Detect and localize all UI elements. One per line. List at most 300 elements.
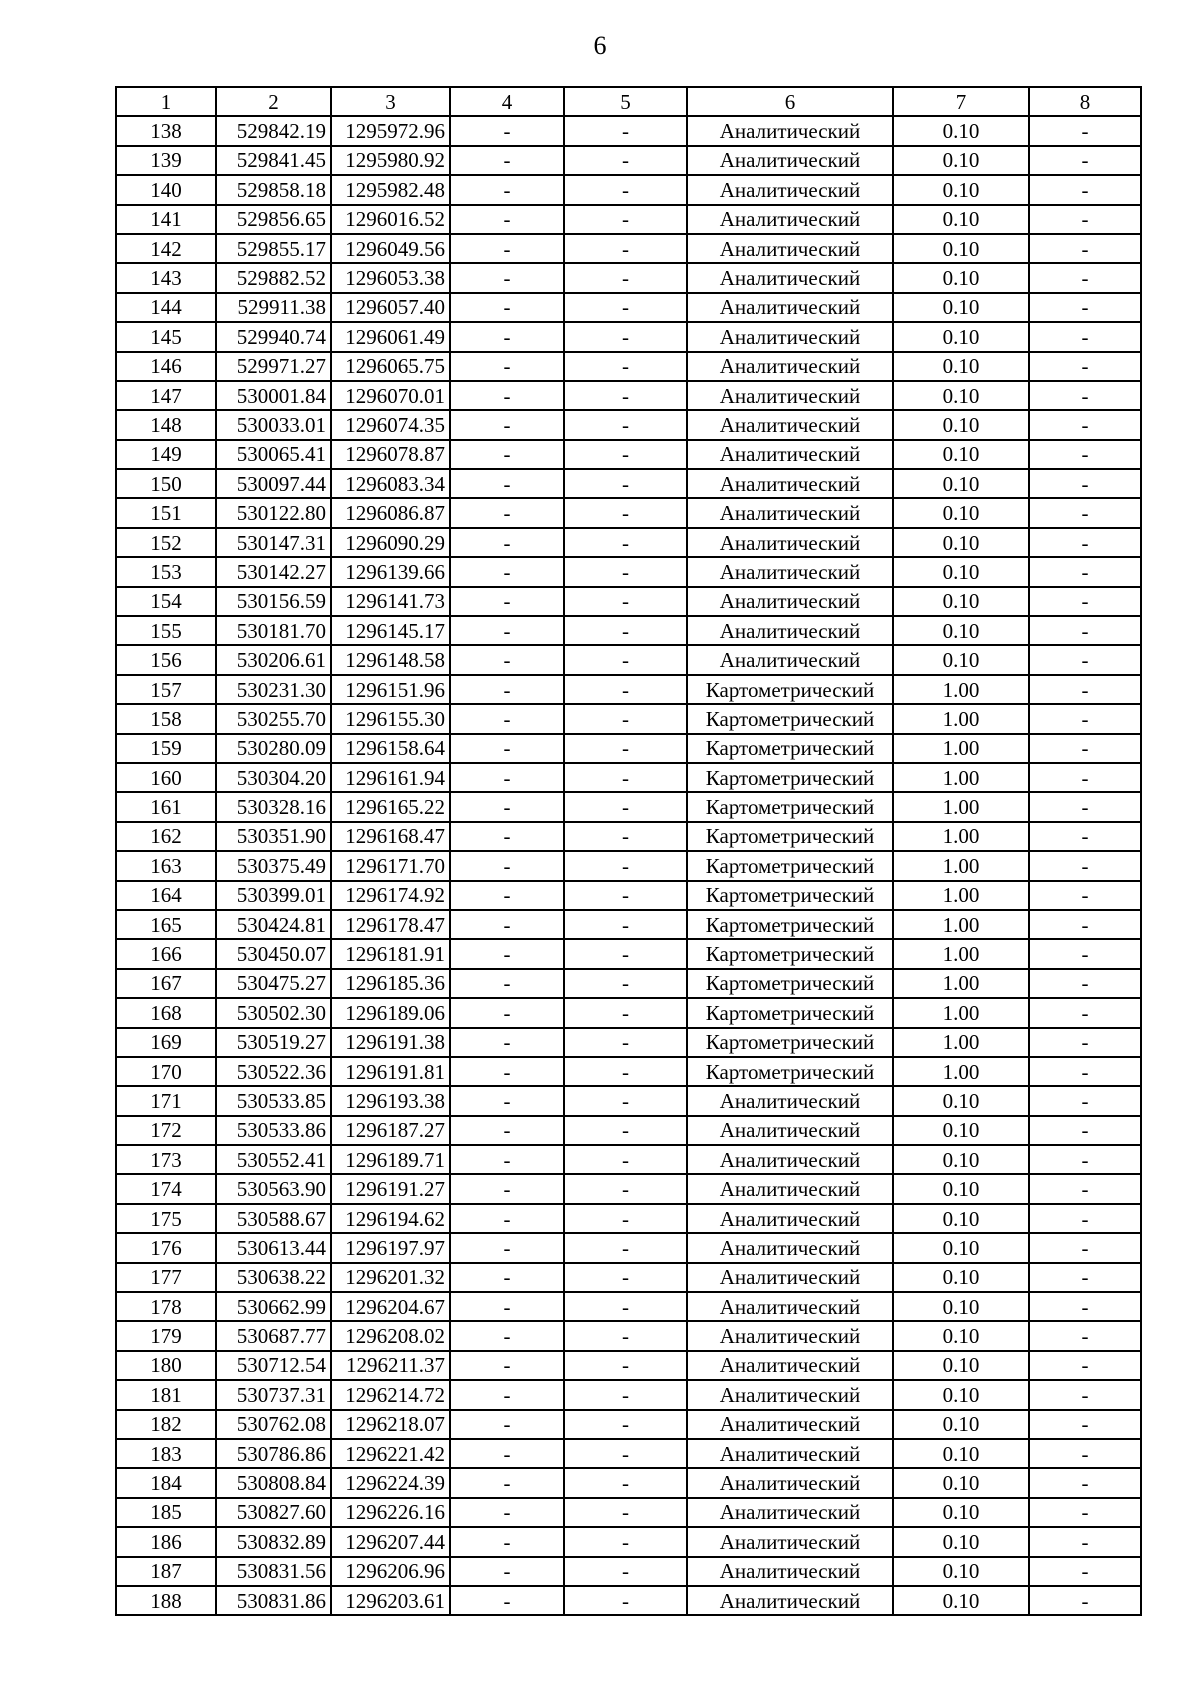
cell-coordinate-y: 1296158.64 — [331, 734, 450, 763]
table-row — [116, 792, 1141, 821]
cell-col-5-value: - — [564, 1057, 687, 1086]
table-row — [116, 1086, 1141, 1115]
table-row — [116, 1233, 1141, 1262]
cell-col-8-value: - — [1029, 910, 1141, 939]
cell-point-number: 166 — [116, 939, 216, 968]
cell-col-4-value: - — [450, 704, 564, 733]
column-header: 2 — [216, 87, 331, 116]
cell-point-number: 146 — [116, 352, 216, 381]
cell-coordinate-x: 529911.38 — [216, 293, 331, 322]
cell-point-number: 171 — [116, 1086, 216, 1115]
cell-coordinate-y: 1296206.96 — [331, 1557, 450, 1586]
cell-method: Аналитический — [687, 1527, 893, 1556]
cell-method: Аналитический — [687, 1174, 893, 1203]
cell-col-4-value: - — [450, 1410, 564, 1439]
cell-coordinate-x: 530424.81 — [216, 910, 331, 939]
cell-coordinate-y: 1296174.92 — [331, 881, 450, 910]
cell-coordinate-x: 530375.49 — [216, 851, 331, 880]
cell-col-5-value: - — [564, 1174, 687, 1203]
table-row — [116, 910, 1141, 939]
cell-point-number: 150 — [116, 469, 216, 498]
cell-coordinate-y: 1296191.27 — [331, 1174, 450, 1203]
cell-point-number: 180 — [116, 1351, 216, 1380]
cell-col-8-value: - — [1029, 469, 1141, 498]
cell-col-4-value: - — [450, 352, 564, 381]
cell-accuracy: 0.10 — [893, 1086, 1029, 1115]
cell-col-8-value: - — [1029, 675, 1141, 704]
column-header: 6 — [687, 87, 893, 116]
cell-col-8-value: - — [1029, 352, 1141, 381]
cell-col-4-value: - — [450, 851, 564, 880]
cell-col-8-value: - — [1029, 1292, 1141, 1321]
cell-col-5-value: - — [564, 1527, 687, 1556]
cell-coordinate-x: 530255.70 — [216, 704, 331, 733]
cell-accuracy: 0.10 — [893, 1468, 1029, 1497]
cell-col-4-value: - — [450, 469, 564, 498]
cell-accuracy: 1.00 — [893, 1028, 1029, 1057]
table-header-row — [116, 87, 1141, 116]
cell-accuracy: 0.10 — [893, 1351, 1029, 1380]
cell-coordinate-y: 1296189.06 — [331, 998, 450, 1027]
cell-point-number: 153 — [116, 557, 216, 586]
cell-method: Картометрический — [687, 792, 893, 821]
cell-method: Картометрический — [687, 763, 893, 792]
cell-col-4-value: - — [450, 998, 564, 1027]
table-row — [116, 881, 1141, 910]
cell-col-4-value: - — [450, 881, 564, 910]
cell-method: Аналитический — [687, 322, 893, 351]
cell-accuracy: 0.10 — [893, 1380, 1029, 1409]
cell-col-4-value: - — [450, 910, 564, 939]
cell-point-number: 164 — [116, 881, 216, 910]
cell-col-8-value: - — [1029, 1263, 1141, 1292]
cell-col-4-value: - — [450, 1028, 564, 1057]
cell-col-4-value: - — [450, 1380, 564, 1409]
table-row — [116, 1321, 1141, 1350]
cell-point-number: 188 — [116, 1586, 216, 1615]
cell-col-4-value: - — [450, 1233, 564, 1262]
cell-col-8-value: - — [1029, 616, 1141, 645]
cell-coordinate-x: 530156.59 — [216, 587, 331, 616]
cell-point-number: 147 — [116, 381, 216, 410]
cell-accuracy: 1.00 — [893, 851, 1029, 880]
cell-col-5-value: - — [564, 792, 687, 821]
cell-coordinate-x: 529858.18 — [216, 175, 331, 204]
cell-col-5-value: - — [564, 1233, 687, 1262]
cell-point-number: 170 — [116, 1057, 216, 1086]
cell-method: Картометрический — [687, 1028, 893, 1057]
cell-coordinate-x: 530351.90 — [216, 822, 331, 851]
cell-col-4-value: - — [450, 293, 564, 322]
cell-coordinate-y: 1296226.16 — [331, 1498, 450, 1527]
table-row — [116, 557, 1141, 586]
cell-col-8-value: - — [1029, 557, 1141, 586]
table-row — [116, 1557, 1141, 1586]
cell-coordinate-y: 1296151.96 — [331, 675, 450, 704]
cell-method: Аналитический — [687, 1498, 893, 1527]
table-row — [116, 1116, 1141, 1145]
cell-col-8-value: - — [1029, 234, 1141, 263]
cell-coordinate-x: 530001.84 — [216, 381, 331, 410]
table-row — [116, 205, 1141, 234]
cell-col-5-value: - — [564, 322, 687, 351]
cell-col-5-value: - — [564, 881, 687, 910]
cell-col-5-value: - — [564, 1586, 687, 1615]
cell-coordinate-y: 1296078.87 — [331, 440, 450, 469]
cell-coordinate-y: 1296083.34 — [331, 469, 450, 498]
cell-method: Аналитический — [687, 469, 893, 498]
cell-point-number: 152 — [116, 528, 216, 557]
cell-col-8-value: - — [1029, 205, 1141, 234]
cell-coordinate-y: 1296189.71 — [331, 1145, 450, 1174]
cell-point-number: 167 — [116, 969, 216, 998]
cell-col-5-value: - — [564, 704, 687, 733]
cell-method: Аналитический — [687, 1204, 893, 1233]
cell-point-number: 173 — [116, 1145, 216, 1174]
cell-accuracy: 0.10 — [893, 293, 1029, 322]
cell-point-number: 187 — [116, 1557, 216, 1586]
cell-point-number: 186 — [116, 1527, 216, 1556]
cell-col-8-value: - — [1029, 1468, 1141, 1497]
cell-coordinate-y: 1296181.91 — [331, 939, 450, 968]
column-header: 4 — [450, 87, 564, 116]
cell-accuracy: 0.10 — [893, 1233, 1029, 1262]
cell-col-5-value: - — [564, 1028, 687, 1057]
cell-col-5-value: - — [564, 469, 687, 498]
cell-col-5-value: - — [564, 763, 687, 792]
cell-coordinate-y: 1296168.47 — [331, 822, 450, 851]
cell-method: Аналитический — [687, 1439, 893, 1468]
table-row — [116, 293, 1141, 322]
cell-coordinate-x: 529841.45 — [216, 146, 331, 175]
cell-accuracy: 1.00 — [893, 910, 1029, 939]
cell-coordinate-y: 1296065.75 — [331, 352, 450, 381]
table-row — [116, 116, 1141, 145]
cell-col-8-value: - — [1029, 1028, 1141, 1057]
cell-accuracy: 0.10 — [893, 469, 1029, 498]
cell-col-5-value: - — [564, 1145, 687, 1174]
cell-accuracy: 0.10 — [893, 1321, 1029, 1350]
cell-point-number: 163 — [116, 851, 216, 880]
cell-accuracy: 0.10 — [893, 175, 1029, 204]
cell-method: Аналитический — [687, 440, 893, 469]
cell-col-8-value: - — [1029, 1204, 1141, 1233]
cell-point-number: 156 — [116, 645, 216, 674]
cell-accuracy: 0.10 — [893, 587, 1029, 616]
cell-col-5-value: - — [564, 616, 687, 645]
cell-col-4-value: - — [450, 528, 564, 557]
cell-col-5-value: - — [564, 381, 687, 410]
cell-col-8-value: - — [1029, 1233, 1141, 1262]
cell-accuracy: 0.10 — [893, 1263, 1029, 1292]
cell-method: Аналитический — [687, 1586, 893, 1615]
cell-coordinate-x: 530552.41 — [216, 1145, 331, 1174]
cell-coordinate-x: 530563.90 — [216, 1174, 331, 1203]
cell-method: Картометрический — [687, 939, 893, 968]
cell-coordinate-x: 530522.36 — [216, 1057, 331, 1086]
cell-coordinate-y: 1296090.29 — [331, 528, 450, 557]
cell-point-number: 162 — [116, 822, 216, 851]
cell-coordinate-y: 1296155.30 — [331, 704, 450, 733]
table-row — [116, 1263, 1141, 1292]
column-header: 5 — [564, 87, 687, 116]
cell-point-number: 176 — [116, 1233, 216, 1262]
cell-coordinate-x: 530206.61 — [216, 645, 331, 674]
cell-col-5-value: - — [564, 557, 687, 586]
cell-col-8-value: - — [1029, 1527, 1141, 1556]
table-row — [116, 734, 1141, 763]
cell-col-4-value: - — [450, 116, 564, 145]
cell-coordinate-y: 1296057.40 — [331, 293, 450, 322]
cell-point-number: 169 — [116, 1028, 216, 1057]
table-row — [116, 1292, 1141, 1321]
cell-method: Аналитический — [687, 1233, 893, 1262]
cell-method: Аналитический — [687, 557, 893, 586]
cell-col-5-value: - — [564, 146, 687, 175]
cell-col-4-value: - — [450, 1527, 564, 1556]
cell-col-4-value: - — [450, 1116, 564, 1145]
cell-coordinate-y: 1296224.39 — [331, 1468, 450, 1497]
cell-method: Аналитический — [687, 1263, 893, 1292]
cell-col-4-value: - — [450, 969, 564, 998]
cell-coordinate-x: 529971.27 — [216, 352, 331, 381]
cell-accuracy: 0.10 — [893, 322, 1029, 351]
cell-accuracy: 0.10 — [893, 1498, 1029, 1527]
cell-coordinate-y: 1296185.36 — [331, 969, 450, 998]
cell-col-4-value: - — [450, 234, 564, 263]
cell-col-8-value: - — [1029, 146, 1141, 175]
cell-coordinate-x: 530231.30 — [216, 675, 331, 704]
cell-method: Аналитический — [687, 1086, 893, 1115]
cell-col-5-value: - — [564, 528, 687, 557]
cell-col-4-value: - — [450, 1498, 564, 1527]
cell-col-4-value: - — [450, 734, 564, 763]
cell-coordinate-y: 1296171.70 — [331, 851, 450, 880]
cell-coordinate-x: 530147.31 — [216, 528, 331, 557]
cell-coordinate-y: 1296194.62 — [331, 1204, 450, 1233]
cell-accuracy: 0.10 — [893, 146, 1029, 175]
cell-col-5-value: - — [564, 969, 687, 998]
cell-coordinate-y: 1295972.96 — [331, 116, 450, 145]
cell-coordinate-x: 530687.77 — [216, 1321, 331, 1350]
cell-method: Аналитический — [687, 293, 893, 322]
cell-method: Аналитический — [687, 1468, 893, 1497]
cell-coordinate-y: 1296139.66 — [331, 557, 450, 586]
cell-col-4-value: - — [450, 1174, 564, 1203]
table-row — [116, 440, 1141, 469]
cell-accuracy: 0.10 — [893, 440, 1029, 469]
table-row — [116, 822, 1141, 851]
cell-accuracy: 0.10 — [893, 1410, 1029, 1439]
table-row — [116, 1527, 1141, 1556]
cell-col-4-value: - — [450, 557, 564, 586]
cell-coordinate-x: 530502.30 — [216, 998, 331, 1027]
cell-col-4-value: - — [450, 1263, 564, 1292]
cell-coordinate-y: 1296221.42 — [331, 1439, 450, 1468]
cell-coordinate-y: 1296148.58 — [331, 645, 450, 674]
cell-accuracy: 0.10 — [893, 263, 1029, 292]
cell-coordinate-x: 529856.65 — [216, 205, 331, 234]
table-row — [116, 528, 1141, 557]
cell-accuracy: 0.10 — [893, 1292, 1029, 1321]
cell-coordinate-x: 530831.86 — [216, 1586, 331, 1615]
column-header: 7 — [893, 87, 1029, 116]
cell-col-5-value: - — [564, 1498, 687, 1527]
cell-col-8-value: - — [1029, 851, 1141, 880]
cell-method: Аналитический — [687, 1292, 893, 1321]
cell-method: Картометрический — [687, 998, 893, 1027]
page-number: 6 — [593, 31, 607, 60]
cell-coordinate-x: 530827.60 — [216, 1498, 331, 1527]
cell-coordinate-y: 1296141.73 — [331, 587, 450, 616]
cell-coordinate-x: 530399.01 — [216, 881, 331, 910]
cell-accuracy: 0.10 — [893, 116, 1029, 145]
cell-col-8-value: - — [1029, 1174, 1141, 1203]
table-row — [116, 1439, 1141, 1468]
cell-method: Аналитический — [687, 146, 893, 175]
table-row — [116, 410, 1141, 439]
cell-accuracy: 0.10 — [893, 352, 1029, 381]
cell-col-5-value: - — [564, 645, 687, 674]
table-row — [116, 322, 1141, 351]
cell-point-number: 141 — [116, 205, 216, 234]
cell-accuracy: 0.10 — [893, 410, 1029, 439]
cell-coordinate-x: 530613.44 — [216, 1233, 331, 1262]
table-row — [116, 763, 1141, 792]
cell-col-4-value: - — [450, 1321, 564, 1350]
cell-col-4-value: - — [450, 1057, 564, 1086]
cell-point-number: 157 — [116, 675, 216, 704]
cell-coordinate-y: 1296161.94 — [331, 763, 450, 792]
cell-point-number: 154 — [116, 587, 216, 616]
column-header: 1 — [116, 87, 216, 116]
table-row — [116, 1145, 1141, 1174]
cell-method: Аналитический — [687, 528, 893, 557]
cell-col-5-value: - — [564, 205, 687, 234]
cell-col-8-value: - — [1029, 1410, 1141, 1439]
cell-method: Картометрический — [687, 675, 893, 704]
cell-method: Аналитический — [687, 1321, 893, 1350]
cell-col-8-value: - — [1029, 939, 1141, 968]
cell-col-4-value: - — [450, 322, 564, 351]
cell-col-5-value: - — [564, 1321, 687, 1350]
table-row — [116, 498, 1141, 527]
cell-coordinate-x: 530328.16 — [216, 792, 331, 821]
cell-coordinate-x: 530786.86 — [216, 1439, 331, 1468]
cell-point-number: 149 — [116, 440, 216, 469]
cell-col-4-value: - — [450, 675, 564, 704]
cell-col-5-value: - — [564, 1380, 687, 1409]
table-row — [116, 381, 1141, 410]
cell-col-4-value: - — [450, 1468, 564, 1497]
cell-method: Картометрический — [687, 1057, 893, 1086]
cell-col-5-value: - — [564, 498, 687, 527]
cell-accuracy: 1.00 — [893, 675, 1029, 704]
cell-col-5-value: - — [564, 1263, 687, 1292]
column-header: 8 — [1029, 87, 1141, 116]
cell-coordinate-x: 530762.08 — [216, 1410, 331, 1439]
cell-col-8-value: - — [1029, 410, 1141, 439]
cell-point-number: 144 — [116, 293, 216, 322]
cell-col-4-value: - — [450, 1204, 564, 1233]
cell-accuracy: 0.10 — [893, 234, 1029, 263]
cell-col-8-value: - — [1029, 822, 1141, 851]
column-header: 3 — [331, 87, 450, 116]
cell-col-8-value: - — [1029, 116, 1141, 145]
cell-coordinate-x: 530662.99 — [216, 1292, 331, 1321]
table-row — [116, 1380, 1141, 1409]
cell-method: Картометрический — [687, 910, 893, 939]
cell-coordinate-x: 530142.27 — [216, 557, 331, 586]
cell-point-number: 143 — [116, 263, 216, 292]
cell-coordinate-x: 530808.84 — [216, 1468, 331, 1497]
cell-point-number: 183 — [116, 1439, 216, 1468]
cell-col-5-value: - — [564, 440, 687, 469]
cell-col-5-value: - — [564, 1204, 687, 1233]
cell-coordinate-y: 1296203.61 — [331, 1586, 450, 1615]
cell-coordinate-y: 1296053.38 — [331, 263, 450, 292]
cell-accuracy: 0.10 — [893, 1557, 1029, 1586]
cell-coordinate-y: 1296178.47 — [331, 910, 450, 939]
cell-col-8-value: - — [1029, 175, 1141, 204]
cell-col-5-value: - — [564, 352, 687, 381]
cell-col-8-value: - — [1029, 1145, 1141, 1174]
cell-col-8-value: - — [1029, 792, 1141, 821]
cell-col-8-value: - — [1029, 498, 1141, 527]
cell-col-8-value: - — [1029, 734, 1141, 763]
cell-accuracy: 1.00 — [893, 998, 1029, 1027]
cell-col-8-value: - — [1029, 1380, 1141, 1409]
cell-method: Аналитический — [687, 498, 893, 527]
cell-accuracy: 0.10 — [893, 1174, 1029, 1203]
cell-method: Аналитический — [687, 410, 893, 439]
cell-coordinate-y: 1296187.27 — [331, 1116, 450, 1145]
cell-col-5-value: - — [564, 293, 687, 322]
cell-method: Аналитический — [687, 352, 893, 381]
cell-col-5-value: - — [564, 1410, 687, 1439]
cell-col-5-value: - — [564, 822, 687, 851]
cell-accuracy: 0.10 — [893, 616, 1029, 645]
cell-coordinate-x: 530831.56 — [216, 1557, 331, 1586]
cell-coordinate-y: 1296208.02 — [331, 1321, 450, 1350]
cell-col-4-value: - — [450, 146, 564, 175]
cell-point-number: 185 — [116, 1498, 216, 1527]
cell-col-4-value: - — [450, 822, 564, 851]
cell-col-4-value: - — [450, 1145, 564, 1174]
cell-method: Аналитический — [687, 616, 893, 645]
cell-col-4-value: - — [450, 792, 564, 821]
cell-coordinate-x: 530533.86 — [216, 1116, 331, 1145]
cell-col-5-value: - — [564, 910, 687, 939]
cell-col-8-value: - — [1029, 263, 1141, 292]
cell-col-8-value: - — [1029, 998, 1141, 1027]
cell-col-8-value: - — [1029, 1557, 1141, 1586]
cell-coordinate-y: 1296214.72 — [331, 1380, 450, 1409]
table-body — [116, 116, 1141, 1615]
cell-col-5-value: - — [564, 234, 687, 263]
cell-col-4-value: - — [450, 498, 564, 527]
cell-accuracy: 1.00 — [893, 763, 1029, 792]
cell-method: Аналитический — [687, 1380, 893, 1409]
cell-point-number: 182 — [116, 1410, 216, 1439]
table-row — [116, 969, 1141, 998]
cell-col-8-value: - — [1029, 440, 1141, 469]
cell-col-8-value: - — [1029, 1086, 1141, 1115]
cell-col-5-value: - — [564, 175, 687, 204]
cell-coordinate-x: 529882.52 — [216, 263, 331, 292]
cell-coordinate-x: 530475.27 — [216, 969, 331, 998]
cell-coordinate-x: 530122.80 — [216, 498, 331, 527]
